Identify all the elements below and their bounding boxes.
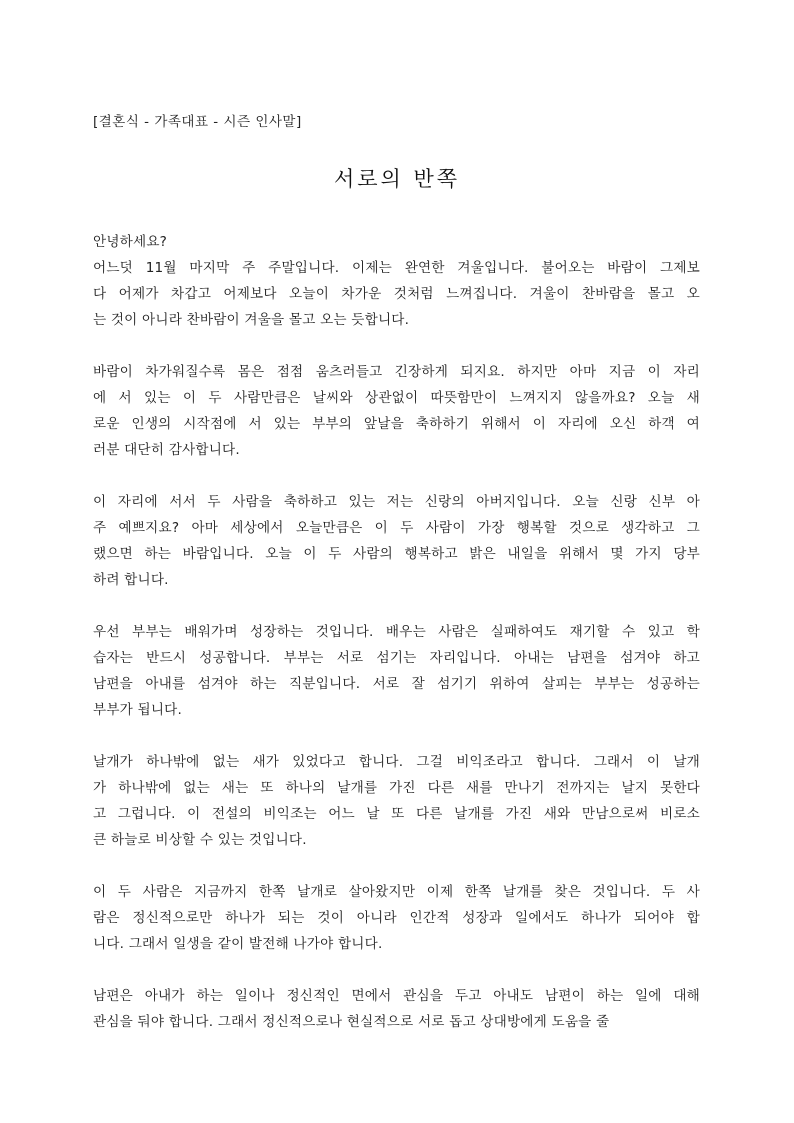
text-line: 습자는 반드시 성공합니다. 부부는 서로 섬기는 자리입니다. 아내는 남편을 섬겨야 하고 bbox=[93, 650, 700, 666]
text-line: 날개가 하나밖에 없는 새가 있었다고 합니다. 그걸 비익조라고 합니다. 그래서 이 날개 bbox=[93, 754, 700, 770]
text-line: 랬으면 하는 바람입니다. 오늘 이 두 사람의 행복하고 밝은 내일을 위해서 몇 가지 당부 bbox=[93, 546, 700, 562]
text-line: 고 그럽니다. 이 전설의 비익조는 어느 날 또 다른 날개를 가진 새와 만남으로써 비로소 bbox=[93, 806, 700, 822]
paragraph bbox=[93, 619, 700, 723]
paragraph-gap bbox=[93, 853, 700, 879]
header-tag: [결혼식 - 가족대표 - 시즌 인사말] bbox=[93, 114, 302, 130]
text-line: 이 두 사람은 지금까지 한쪽 날개로 살아왔지만 이제 한쪽 날개를 찾은 것입니다. 두 사 bbox=[93, 884, 700, 900]
text-line: 남편을 아내를 섬겨야 하는 직분입니다. 서로 잘 섬기기 위하여 살피는 부부는 성공하는 bbox=[93, 676, 700, 692]
text-line: 부부가 됩니다. bbox=[93, 702, 183, 718]
paragraph bbox=[93, 359, 700, 463]
paragraph-gap bbox=[93, 593, 700, 619]
text-line: 가 하나밖에 없는 새는 또 하나의 날개를 가진 다른 새를 만나기 전까지는 날지 못한다 bbox=[93, 780, 700, 796]
paragraph-gap bbox=[93, 957, 700, 983]
paragraph-gap bbox=[93, 723, 700, 749]
text-line: 남편은 아내가 하는 일이나 정신적인 면에서 관심을 두고 아내도 남편이 하는 일에 대해 bbox=[93, 988, 700, 1004]
text-line: 로운 인생의 시작점에 서 있는 부부의 앞날을 축하하기 위해서 이 자리에 오신 하객 여 bbox=[93, 416, 700, 432]
document-body bbox=[93, 229, 700, 1035]
paragraph bbox=[93, 983, 700, 1035]
paragraph-gap bbox=[93, 333, 700, 359]
text-line: 우선 부부는 배워가며 성장하는 것입니다. 배우는 사람은 실패하여도 재기할 수 있고 학 bbox=[93, 624, 700, 640]
text-line: 이 자리에 서서 두 사람을 축하하고 있는 저는 신랑의 아버지입니다. 오늘 신랑 신부 아 bbox=[93, 494, 700, 510]
paragraph bbox=[93, 489, 700, 593]
text-line: 관심을 둬야 합니다. 그래서 정신적으로나 현실적으로 서로 돕고 상대방에게 도움을 줄 bbox=[93, 1014, 610, 1030]
paragraph bbox=[93, 749, 700, 853]
paragraph bbox=[93, 879, 700, 957]
text-line: 러분 대단히 감사합니다. bbox=[93, 442, 240, 458]
paragraph-gap bbox=[93, 463, 700, 489]
document-title: 서로의 반쪽 bbox=[333, 167, 461, 191]
text-line: 니다. 그래서 일생을 같이 발전해 나가야 합니다. bbox=[93, 936, 383, 952]
text-line: 주 예쁘지요? 아마 세상에서 오늘만큼은 이 두 사람이 가장 행복할 것으로 생각하고 그 bbox=[93, 520, 700, 536]
text-line: 안녕하세요? bbox=[93, 234, 168, 250]
text-line: 하려 합니다. bbox=[93, 572, 169, 588]
text-line: 에 서 있는 이 두 사람만큼은 날씨와 상관없이 따뜻함만이 느껴지지 않을까요? 오늘 새 bbox=[93, 390, 700, 406]
text-line: 는 것이 아니라 찬바람이 겨울을 몰고 오는 듯합니다. bbox=[93, 312, 410, 328]
paragraph bbox=[93, 229, 700, 333]
text-line: 큰 하늘로 비상할 수 있는 것입니다. bbox=[93, 832, 307, 848]
text-line: 어느덧 11월 마지막 주 주말입니다. 이제는 완연한 겨울입니다. 불어오는 바람이 그제보 bbox=[93, 260, 700, 276]
text-line: 람은 정신적으로만 하나가 되는 것이 아니라 인간적 성장과 일에서도 하나가 되어야 합 bbox=[93, 910, 700, 926]
text-line: 바람이 차가워질수록 몸은 점점 움츠러들고 긴장하게 되지요. 하지만 아마 지금 이 자리 bbox=[93, 364, 700, 380]
text-line: 다 어제가 차갑고 어제보다 오늘이 차가운 것처럼 느껴집니다. 겨울이 찬바람을 몰고 오 bbox=[93, 286, 700, 302]
